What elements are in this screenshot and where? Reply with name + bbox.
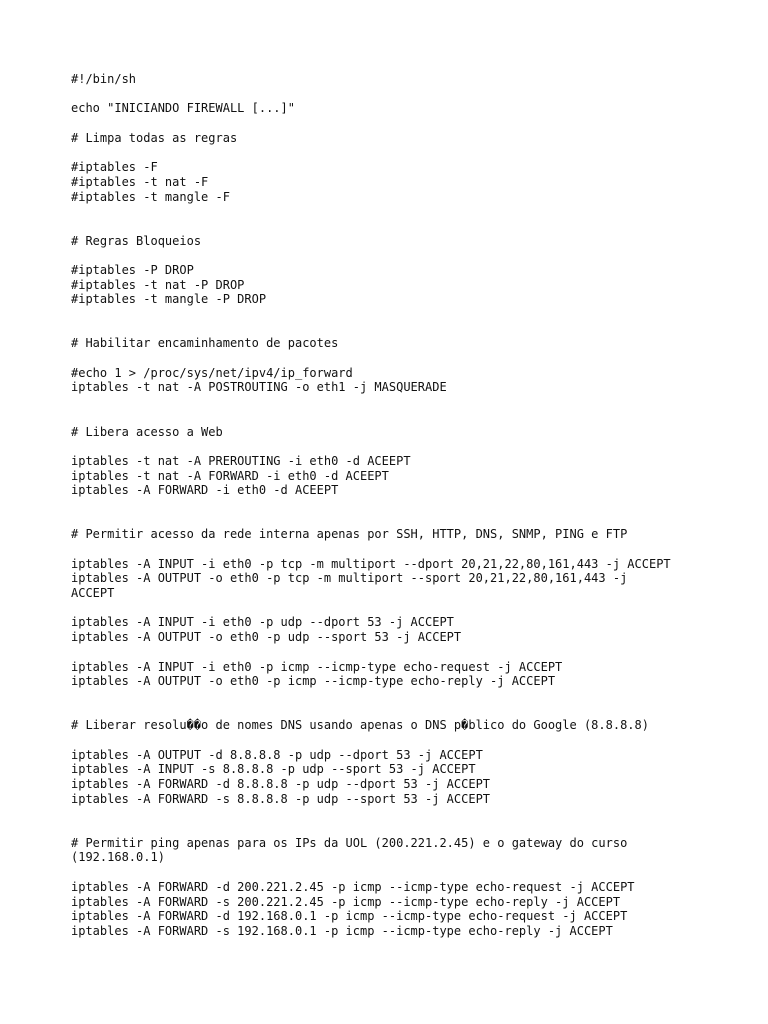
comment-line: # Libera acesso a Web	[71, 424, 223, 439]
code-line: iptables -A FORWARD -s 192.168.0.1 -p icmp --icmp-type echo-reply -j ACCEPT	[71, 923, 613, 938]
code-line: #!/bin/sh	[71, 72, 137, 86]
comment-line: # Regras Bloqueios	[71, 233, 202, 248]
blank-line	[71, 87, 711, 102]
code-line: #iptables -t nat -P DROP	[71, 277, 245, 292]
blank-line	[71, 248, 711, 263]
code-line: iptables -A FORWARD -d 200.221.2.45 -p icmp --icmp-type echo-request -j ACCEPT	[71, 879, 635, 894]
blank-line	[71, 395, 711, 410]
code-line: iptables -A INPUT -i eth0 -p icmp --icmp-type echo-request -j ACCEPT	[71, 659, 563, 674]
code-line: echo "INICIANDO FIREWALL [...]"	[71, 101, 295, 116]
blank-line	[71, 351, 711, 366]
code-line: iptables -A FORWARD -i eth0 -d ACEEPT	[71, 483, 339, 498]
blank-line	[71, 204, 711, 219]
code-line: #iptables -t mangle -F	[71, 189, 230, 204]
blank-line	[71, 806, 711, 821]
blank-line	[71, 865, 711, 880]
code-line: iptables -A INPUT -s 8.8.8.8 -p udp --sport 53 -j ACCEPT	[71, 762, 476, 777]
blank-line	[71, 733, 711, 748]
code-line: iptables -A OUTPUT -o eth0 -p tcp -m multiport --sport 20,21,22,80,161,443 -j	[71, 571, 628, 586]
blank-line	[71, 410, 711, 425]
blank-line	[71, 145, 711, 160]
code-line: #echo 1 > /proc/sys/net/ipv4/ip_forward	[71, 365, 353, 380]
code-line: iptables -A INPUT -i eth0 -p udp --dport 53 -j ACCEPT	[71, 615, 454, 630]
code-line: iptables -A FORWARD -d 8.8.8.8 -p udp --dport 53 -j ACCEPT	[71, 777, 491, 791]
code-line: iptables -t nat -A PREROUTING -i eth0 -d ACEEPT	[71, 453, 411, 468]
comment-line: # Permitir acesso da rede interna apenas por SSH, HTTP, DNS, SNMP, PING e FTP	[71, 527, 628, 542]
comment-line: # Habilitar encaminhamento de pacotes	[71, 336, 339, 351]
blank-line	[71, 601, 711, 616]
comment-line: # Limpa todas as regras	[71, 130, 238, 145]
code-line: #iptables -F	[71, 160, 158, 175]
comment-line: (192.168.0.1)	[71, 850, 165, 865]
comment-line: # Liberar resolu��o de nomes DNS usando apenas o DNS p�blico do Google (8.8.8.8)	[71, 718, 649, 733]
code-line: iptables -A OUTPUT -o eth0 -p udp --sport 53 -j ACCEPT	[71, 630, 462, 645]
blank-line	[71, 307, 711, 322]
blank-line	[71, 116, 711, 131]
blank-line	[71, 689, 711, 704]
blank-line	[71, 542, 711, 557]
blank-line	[71, 219, 711, 234]
code-line: iptables -t nat -A FORWARD -i eth0 -d ACEEPT	[71, 468, 389, 483]
code-line: #iptables -P DROP	[71, 262, 194, 277]
code-line: #iptables -t mangle -P DROP	[71, 292, 267, 307]
code-line: iptables -A FORWARD -s 200.221.2.45 -p icmp --icmp-type echo-reply -j ACCEPT	[71, 894, 621, 909]
comment-line: # Permitir ping apenas para os IPs da UOL (200.221.2.45) e o gateway do curso	[71, 835, 628, 850]
code-line: iptables -A FORWARD -d 192.168.0.1 -p icmp --icmp-type echo-request -j ACCEPT	[71, 909, 628, 924]
blank-line	[71, 821, 711, 836]
code-line: iptables -A FORWARD -s 8.8.8.8 -p udp --sport 53 -j ACCEPT	[71, 791, 491, 806]
blank-line	[71, 513, 711, 528]
code-line: #iptables -t nat -F	[71, 174, 209, 189]
blank-line	[71, 645, 711, 660]
code-line: iptables -A OUTPUT -d 8.8.8.8 -p udp --dport 53 -j ACCEPT	[71, 747, 483, 762]
blank-line	[71, 498, 711, 513]
code-line: iptables -A INPUT -i eth0 -p tcp -m multiport --dport 20,21,22,80,161,443 -j ACCEPT	[71, 556, 671, 571]
code-line: iptables -A OUTPUT -o eth0 -p icmp --icmp-type echo-reply -j ACCEPT	[71, 674, 556, 689]
blank-line	[71, 439, 711, 454]
code-line: ACCEPT	[71, 586, 115, 601]
blank-line	[71, 322, 711, 337]
code-line: iptables -t nat -A POSTROUTING -o eth1 -j MASQUERADE	[71, 380, 447, 395]
script-document	[71, 72, 711, 939]
blank-line	[71, 704, 711, 719]
